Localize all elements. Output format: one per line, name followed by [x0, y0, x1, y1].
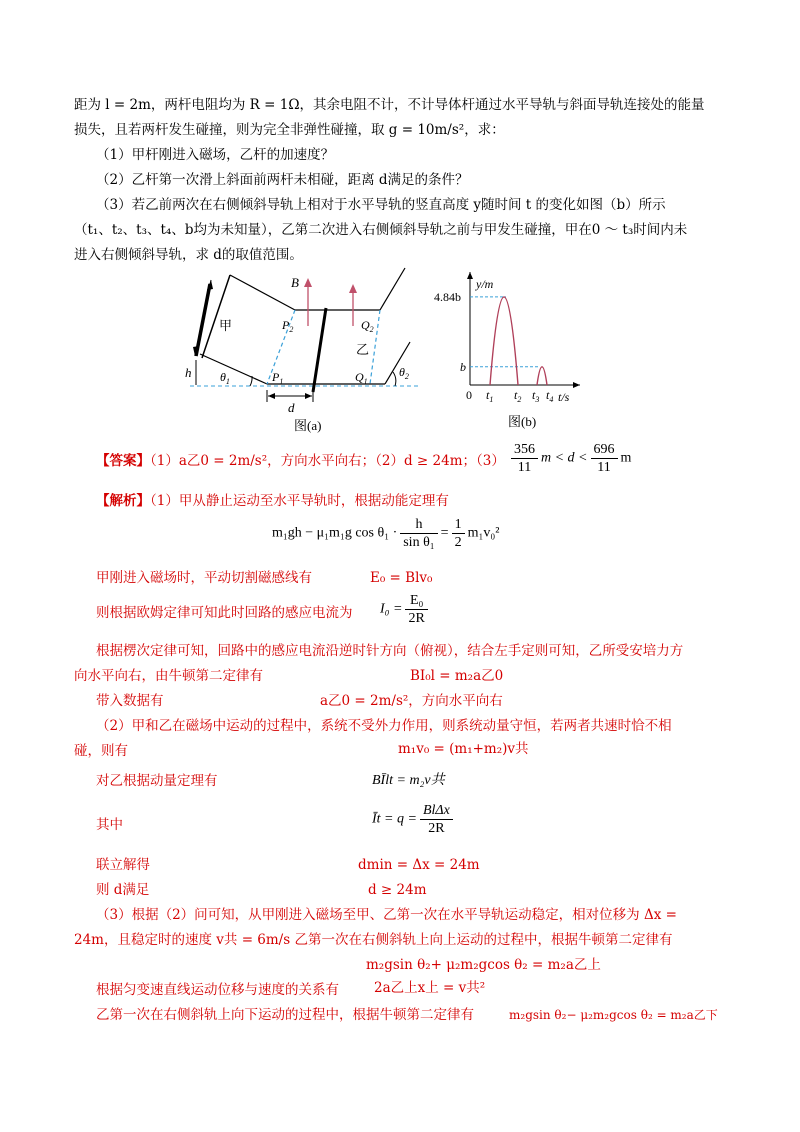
analysis-step-9: 联立解得 [96, 857, 150, 873]
analysis-step-1: 【解析】（1）甲从静止运动至水平导轨时，根据动能定理有 [96, 493, 449, 509]
t-axis-arrow [573, 382, 580, 388]
analysis-tag: 【解析】 [96, 493, 150, 509]
analysis-step-11-line-2: 24m，且稳定时的速度 v共 = 6m/s 乙第一次在右侧斜轨上向上运动的过程中，根据牛顿第二定律有 [74, 932, 673, 948]
d-condition: d ≥ 24m [368, 882, 427, 898]
answer-range-formula [508, 441, 631, 476]
impulse-equation: BĪlt = m₂v共 [372, 773, 445, 788]
dmin-result: dmin = Δx = 24m [358, 857, 480, 873]
answer-num2: 696 [591, 441, 618, 459]
left-incline-rail-bottom [200, 354, 267, 384]
question-2: （2）乙杆第一次滑上斜面前两杆未相碰，距离 d满足的条件？ [96, 172, 469, 188]
label-h: h [185, 365, 192, 380]
analysis-step-6-line-1: （2）甲和乙在磁场中运动的过程中，系统不受外力作用，则系统动量守恒，若两者共速时恰不相 [96, 718, 672, 734]
field-arrow-2-head [349, 284, 357, 293]
label-P2: $P_2$ [282, 318, 294, 334]
theta2-arc [393, 372, 396, 386]
analysis-step-11-line-1: （3）根据（2）问可知，从甲刚进入磁场至甲、乙第一次在水平导轨运动稳定，相对位移为 Δx = [96, 907, 677, 923]
right-incline-rail-back [380, 268, 405, 310]
label-Q2: $Q_2$ [361, 318, 374, 334]
analysis-step-4-line-1: 根据楞次定律可知，回路中的感应电流沿逆时针方向（俯视），结合左手定则可知，乙所受安培力方 [96, 643, 684, 659]
acceleration-result: a乙0 = 2m/s²，方向水平向右 [320, 693, 503, 709]
answer-num1: 356 [511, 441, 538, 459]
analysis-step-12: 根据匀变速直线运动位移与速度的关系有 [96, 982, 339, 998]
answer-mid: m < d < [541, 450, 588, 466]
label-theta2: $\theta_2$ [399, 365, 409, 381]
answer-den2: 11 [597, 460, 611, 475]
answer-unit: m [620, 450, 632, 466]
energy-equation: m₁gh − μ₁m₁g cos θ₁ · $\frac{h}{\text{sin θ₁}}$ = $\frac{1}{2}$ m₁v₀² [272, 517, 500, 550]
answer-tag: 【答案】 [96, 453, 150, 469]
question-3-line-2: （t₁、t₂、t₃、t₄、b均为未知量），乙第二次进入右侧倾斜导轨之前与甲发生碰撞，甲在0 ～ t₃时间内未 [74, 222, 688, 238]
label-theta1: $\theta_1$ [220, 370, 230, 386]
l-arrow-top [207, 280, 213, 290]
t-axis-label: t/s [558, 390, 570, 404]
answer-text: （1）a乙0 = 2m/s²，方向水平向右；（2）d ≥ 24m；（3） [150, 453, 505, 469]
question-3-line-3: 进入右侧倾斜导轨，求 d的取值范围。 [74, 247, 303, 263]
t2-label: $t_2$ [514, 388, 522, 404]
label-d: d [288, 400, 295, 415]
analysis-step-8: 其中 [96, 817, 123, 833]
charge-equation: Īt = q = $\frac{\text{BlΔx}}{2R}$ [372, 802, 456, 837]
analysis-step-5: 带入数据有 [96, 693, 164, 709]
y-tick-low: b [460, 359, 466, 374]
rod-yi [313, 308, 326, 392]
answer-den1: 11 [517, 460, 532, 475]
left-incline-rail-top [230, 275, 295, 310]
label-P1: $P_1$ [272, 370, 284, 386]
answer-line [96, 452, 505, 470]
analysis-step-13: 乙第一次在右侧斜轨上向下运动的过程中，根据牛顿第二定律有 [96, 1007, 474, 1023]
downward-newton-equation: m₂gsin θ₂− μ₂m₂gcos θ₂ = m₂a乙下 [509, 1008, 718, 1022]
label-l: l [202, 306, 206, 321]
momentum-equation: m₁v₀ = (m₁+m₂)v共 [398, 741, 529, 757]
question-3-line-1: （3）若乙前两次在右侧倾斜导轨上相对于水平导轨的竖直高度 y随时间 t 的变化如图（b）所示 [96, 197, 666, 213]
label-yi: 乙 [356, 342, 370, 357]
t3-label: $t_3$ [532, 388, 540, 404]
figure-b-caption: 图(b) [508, 414, 537, 429]
left-incline-rail-back [202, 275, 233, 358]
figure-a-rail-diagram [180, 260, 430, 436]
y-tick-high: 4.84b [434, 289, 461, 304]
newton-equation-1: BI₀l = m₂a乙0 [410, 668, 504, 684]
analysis-step-3: 则根据欧姆定律可知此时回路的感应电流为 [96, 605, 353, 621]
analysis-step-4-line-2: 向水平向右，由牛顿第二定律有 [74, 668, 263, 684]
kinematics-equation: 2a乙上x上 = v共² [374, 980, 486, 996]
emf-equation: E₀ = Blv₀ [370, 570, 433, 586]
upward-newton-equation: m₂gsin θ₂+ μ₂m₂gcos θ₂ = m₂a乙上 [366, 957, 601, 973]
label-Q1: $Q_1$ [355, 370, 368, 386]
t1-label: $t_1$ [486, 388, 494, 404]
problem-line-2: 损失，且若两杆发生碰撞，则为完全非弹性碰撞，取 g = 10m/s²，求： [74, 122, 505, 138]
figure-a-caption: 图(a) [294, 418, 322, 433]
d-arrow-right [305, 393, 312, 399]
d-arrow-left [268, 393, 275, 399]
label-B: B [291, 275, 299, 290]
second-ascent-curve [537, 367, 547, 385]
problem-line-1: 距为 l = 2m，两杆电阻均为 R = 1Ω，其余电阻不计，不计导体杆通过水平导轨与斜面导轨连接处的能量 [74, 97, 705, 113]
y-axis-label: y/m [476, 277, 494, 291]
field-boundary-q [370, 310, 380, 384]
current-equation: I₀ = $\frac{\text{E₀}}{2R}$ [380, 592, 431, 627]
t4-label: $t_4$ [546, 388, 554, 404]
analysis-step-10: 则 d满足 [96, 882, 150, 898]
y-axis-arrow [467, 272, 473, 279]
figure-b-height-time-graph [430, 268, 590, 436]
question-1: （1）甲杆刚进入磁场，乙杆的加速度？ [96, 147, 335, 163]
first-ascent-curve [490, 297, 518, 385]
field-arrow-1-head [304, 278, 312, 287]
label-jia: 甲 [219, 318, 233, 333]
origin-label: 0 [466, 388, 472, 402]
analysis-step-6-line-2: 碰，则有 [74, 743, 128, 759]
analysis-step-7: 对乙根据动量定理有 [96, 773, 218, 789]
analysis-step-2: 甲刚进入磁场时，平动切割磁感线有 [96, 570, 312, 586]
